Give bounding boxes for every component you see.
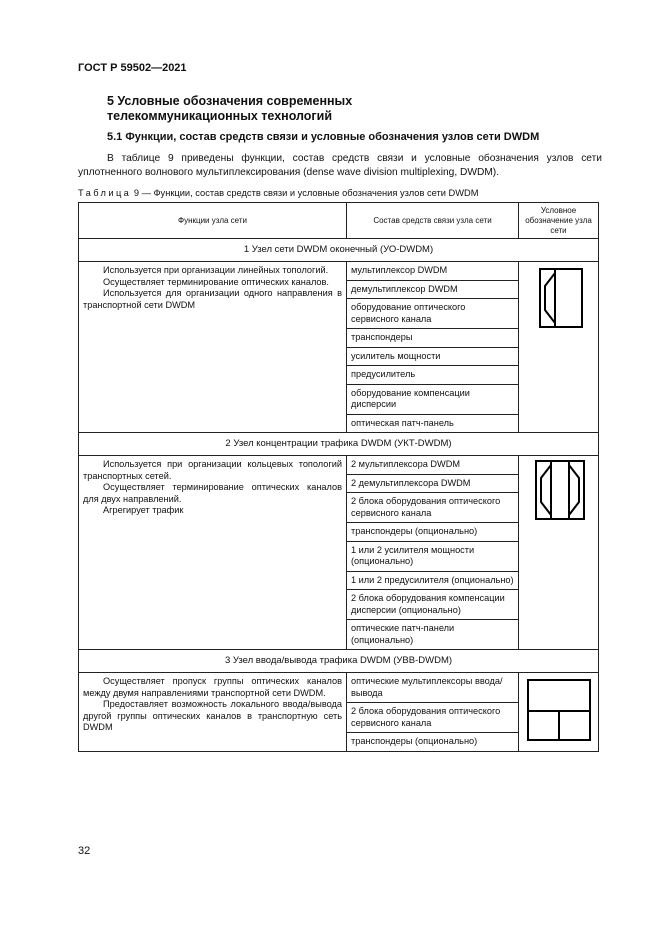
node-title-row [79, 239, 599, 262]
equipment-item: 2 мультиплексора DWDM [347, 456, 519, 475]
equipment-item: транспондеры [347, 329, 519, 348]
equipment-item: 1 или 2 предусилителя (опционально) [347, 571, 519, 590]
equipment-item: 2 демультиплексора DWDM [347, 474, 519, 493]
table-caption-prefix: Таблица [78, 188, 132, 198]
node-symbol-cell [519, 262, 599, 433]
equipment-item: 1 или 2 усилителя мощности (опционально) [347, 541, 519, 571]
node-functions [79, 673, 347, 752]
table-header-row [79, 203, 599, 239]
table-caption-text: 9 — Функции, состав средств связи и условные обозначения узлов сети DWDM [133, 188, 479, 198]
header-symbol: Условное обозначение узла сети [519, 203, 599, 239]
function-text: Используется при организации линейных топологий. [103, 265, 329, 275]
equipment-item: оборудование оптического сервисного канала [347, 299, 519, 329]
document-code: ГОСТ Р 59502—2021 [78, 62, 187, 74]
equipment-item: демультиплексор DWDM [347, 280, 519, 299]
section-title: 5 Условные обозначения современных телекоммуникационных технологий [107, 94, 353, 123]
node-title-row [79, 433, 599, 456]
function-text: Используется для организации одного направления в транспортной сети DWDM [83, 288, 342, 310]
function-text: Предоставляет возможность локального ввода/вывода другой группы оптических каналов в транспортную сеть DWDM [83, 699, 342, 732]
node-title: 3 Узел ввода/вывода трафика DWDM (УВВ-DWDM) [79, 650, 599, 673]
equipment-item: оборудование компенсации дисперсии [347, 384, 519, 414]
node-title: 1 Узел сети DWDM оконечный (УО-DWDM) [79, 239, 599, 262]
node-symbol-cell [519, 673, 599, 752]
table-row [79, 262, 599, 281]
equipment-item: мультиплексор DWDM [347, 262, 519, 281]
equipment-item: предусилитель [347, 366, 519, 385]
subsection-title: 5.1 Функции, состав средств связи и условные обозначения узлов сети DWDM [107, 131, 540, 143]
node-functions [79, 456, 347, 650]
table-caption [78, 188, 478, 198]
equipment-item: 2 блока оборудования оптического сервисного канала [347, 493, 519, 523]
equipment-item: усилитель мощности [347, 347, 519, 366]
equipment-item: 2 блока оборудования компенсации дисперсии (опционально) [347, 590, 519, 620]
equipment-item: 2 блока оборудования оптического сервисного канала [347, 703, 519, 733]
function-text: Осуществляет терминирование оптических каналов для двух направлений. [83, 482, 342, 504]
add-drop-node-symbol-icon [527, 679, 591, 741]
concentration-node-symbol-icon [535, 460, 585, 520]
header-equipment: Состав средств связи узла сети [347, 203, 519, 239]
node-title: 2 Узел концентрации трафика DWDM (УКТ-DWDM) [79, 433, 599, 456]
equipment-item: оптические мультиплексоры ввода/вывода [347, 673, 519, 703]
function-text: Осуществляет пропуск группы оптических каналов между двумя направлениями транспортной сети DWDM. [83, 676, 342, 698]
equipment-item: оптические патч-панели (опционально) [347, 620, 519, 650]
node-title-row [79, 650, 599, 673]
table-row [79, 673, 599, 703]
header-functions: Функции узла сети [79, 203, 347, 239]
terminal-node-symbol-icon [539, 268, 583, 328]
node-functions [79, 262, 347, 433]
equipment-item: транспондеры (опционально) [347, 733, 519, 752]
function-text: Используется при организации кольцевых топологий транспортных сетей. [83, 459, 342, 481]
dwdm-nodes-table [78, 202, 599, 752]
equipment-item: транспондеры (опционально) [347, 523, 519, 542]
table-row [79, 456, 599, 475]
function-text: Агрегирует трафик [103, 505, 184, 515]
intro-paragraph: В таблице 9 приведены функции, состав средств связи и условные обозначения узлов сети уплотненного волнового мультиплексирования (dense wave division multiplexing, DWDM). [78, 153, 602, 178]
function-text: Осуществляет терминирование оптических каналов. [103, 276, 329, 287]
node-symbol-cell [519, 456, 599, 650]
equipment-item: оптическая патч-панель [347, 414, 519, 433]
page-number: 32 [78, 845, 91, 857]
